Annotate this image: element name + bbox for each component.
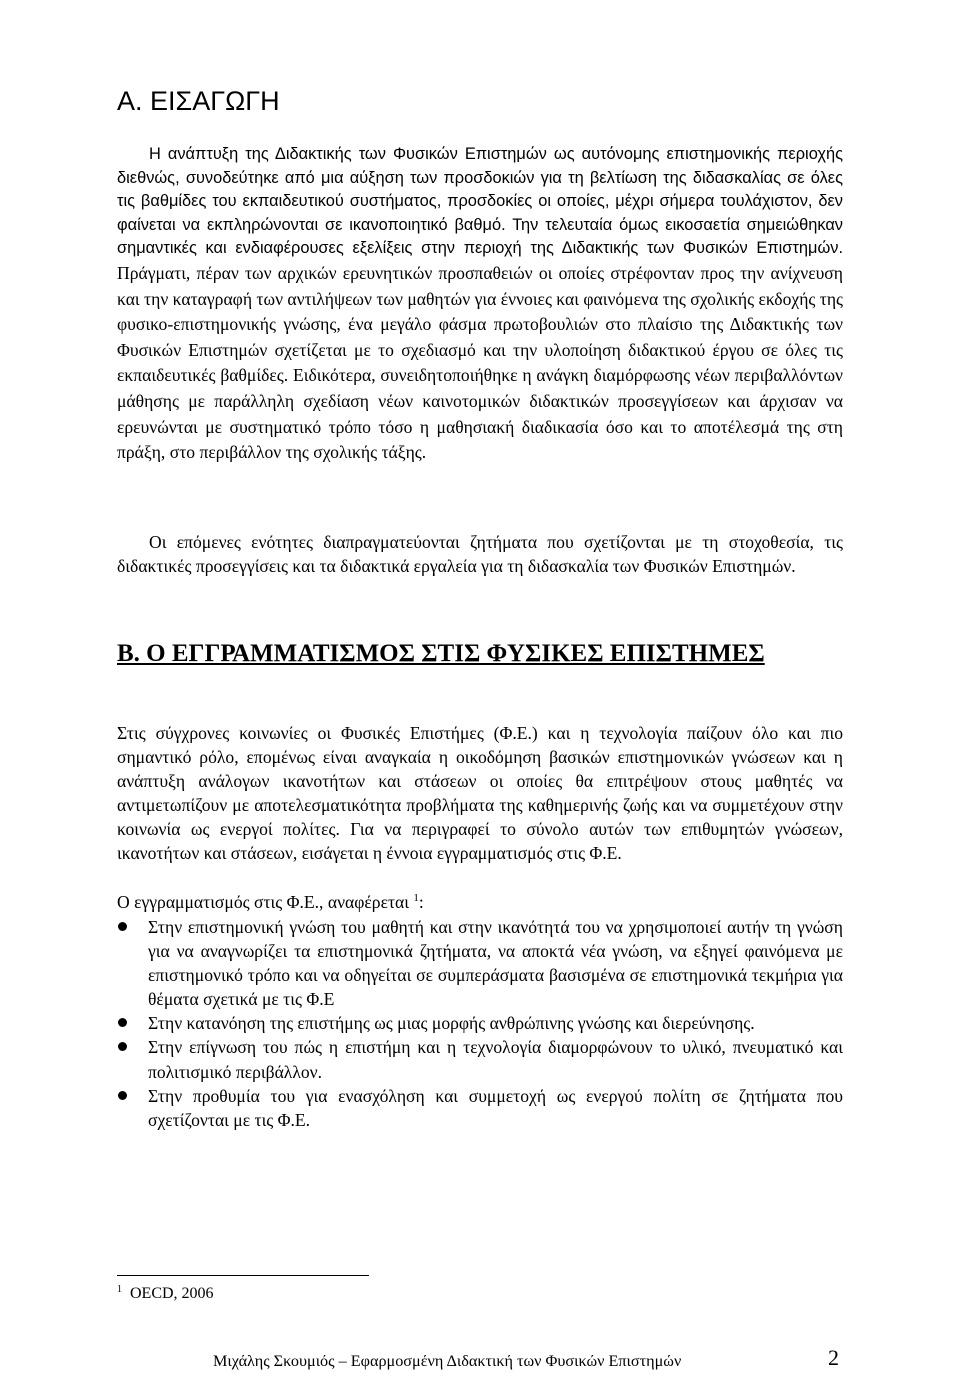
section-a-paragraph-1-text: Η ανάπτυξη της Διδακτικής των Φυσικών Επιστημών ως αυτόνομης επιστημονικής περιοχής διεθνώς, συνοδεύτηκε από μια αύξηση των προσδοκιών για τη βελτίωση της διδασκαλίας σε όλες τις βαθμίδες του εκπαιδευτικού συστήματος, προσδοκίες οι οποίες, μέχρι σήμερα τουλάχιστον, δεν φαίνεται να εκπληρώνονται σε ικανοποιητικό βαθμό. Την τελευταία όμως εικοσαετία σημειώθηκαν σημαντικές και ενδιαφέρουσες εξελίξεις στην περιοχή της Διδακτικής των Φυσικών Επιστημών. [117, 145, 843, 258]
section-a-paragraph-1 [117, 143, 843, 466]
section-b-intro-line [117, 890, 843, 914]
running-footer: Μιχάλης Σκουμιός – Εφαρμοσμένη Διδακτική των Φυσικών Επιστημών [213, 1352, 682, 1370]
section-b-paragraph-1: Στις σύγχρονες κοινωνίες οι Φυσικές Επιστήμες (Φ.Ε.) και η τεχνολογία παίζουν όλο και πιο σημαντικό ρόλο, επομένως είναι αναγκαία η οικοδόμηση βασικών επιστημονικών γνώσεων και η ανάπτυξη ανάλογων ικανοτήτων και στάσεων οι οποίες θα επιτρέψουν στους μαθητές να αντιμετωπίζουν με αποτελεσματικότητα προβλήματα της καθημερινής ζωής και να συμμετέχουν στην κοινωνία ως ενεργοί πολίτες. Για να περιγραφεί το σύνολο αυτών των επιθυμητών γνώσεων, ικανοτήτων και στάσεων, εισάγεται η έννοια εγγραμματισμός στις Φ.Ε. [117, 723, 843, 864]
list-item [117, 915, 843, 1011]
section-a-paragraph-2-text: Οι επόμενες ενότητες διαπραγματεύονται ζητήματα που σχετίζονται με τη στοχοθεσία, τις διδακτικές προσεγγίσεις και τα διδακτικά εργαλεία για τη διδασκαλία των Φυσικών Επιστημών. [117, 532, 843, 577]
footnote-marker: 1 [117, 1283, 122, 1295]
bullet-icon [118, 1091, 127, 1100]
list-item [117, 1011, 843, 1035]
section-b-bullet-list [117, 915, 843, 1132]
section-a-title: Α. ΕΙΣΑΓΩΓΗ [117, 86, 280, 116]
section-a-paragraph-1-serif-text: Πράγματι, πέραν των αρχικών ερευνητικών προσπαθειών οι οποίες στρέφονταν προς την ανίχνευση και την καταγραφή των αντιλήψεων των μαθητών για έννοιες και φαινόμενα της σχολικής εκδοχής της φυσικο-επιστημονικής γνώσης, ένα μεγάλο φάσμα πρωτοβουλιών στο πλαίσιο της Διδακτικής των Φυσικών Επιστημών σχετίζεται με το σχεδιασμό και την υλοποίηση διδακτικού έργου σε όλες τις εκπαιδευτικές βαθμίδες. Ειδικότερα, συνειδητοποιήθηκε η ανάγκη διαμόρφωσης νέων περιβαλλόντων μάθησης με παράλληλη σχεδίαση νέων καινοτομικών διδακτικών προσεγγίσεων και άρχισαν να ερευνώνται με συστηματικό τρόπο τόσο η μαθησιακή διαδικασία όσο και το αποτέλεσμά της στη πράξη, στο περιβάλλον της σχολικής τάξης. [117, 262, 844, 463]
list-item-text: Στην κατανόηση της επιστήμης ως μιας μορφής ανθρώπινης γνώσης και διερεύνησης. [148, 1013, 755, 1034]
page-number: 2 [828, 1345, 839, 1370]
footnote-text: OECD, 2006 [130, 1285, 214, 1302]
list-item-text: Στην προθυμία του για ενασχόληση και συμμετοχή ως ενεργού πολίτη σε ζητήματα που σχετίζονται με τις Φ.Ε. [148, 1085, 843, 1130]
section-b-intro-colon: : [418, 892, 424, 912]
section-b-intro-text: Ο εγγραμματισμός στις Φ.Ε., αναφέρεται [117, 892, 409, 912]
list-item-text: Στην επίγνωση του πώς η επιστήμη και η τεχνολογία διαμορφώνουν το υλικό, πνευματικό και πολιτισμικό περιβάλλον. [148, 1037, 843, 1082]
footnote [117, 1283, 214, 1305]
list-item [117, 1035, 843, 1083]
bullet-icon [118, 1042, 127, 1051]
section-a-paragraph-2 [117, 530, 843, 578]
bullet-icon [118, 922, 127, 931]
section-b-title: Β. Ο ΕΓΓΡΑΜΜΑΤΙΣΜΟΣ ΣΤΙΣ ΦΥΣΙΚΕΣ ΕΠΙΣΤΗΜΕΣ [117, 640, 765, 667]
list-item-text: Στην επιστημονική γνώση του μαθητή και στην ικανότητά του να χρησιμοποιεί αυτήν τη γνώση για να αναγνωρίζει τα επιστημονικά ζητήματα, να αποκτά νέα γνώση, να εξηγεί φαινόμενα με επιστημονικό τρόπο και να οδηγείται σε συμπεράσματα βασισμένα σε επιστημονικά τεκμήρια για θέματα σχετικά με τις Φ.Ε [148, 917, 843, 1010]
footnote-reference[interactable]: 1 [413, 892, 419, 905]
footnote-separator [117, 1275, 369, 1276]
bullet-icon [118, 1018, 127, 1027]
list-item [117, 1084, 843, 1132]
